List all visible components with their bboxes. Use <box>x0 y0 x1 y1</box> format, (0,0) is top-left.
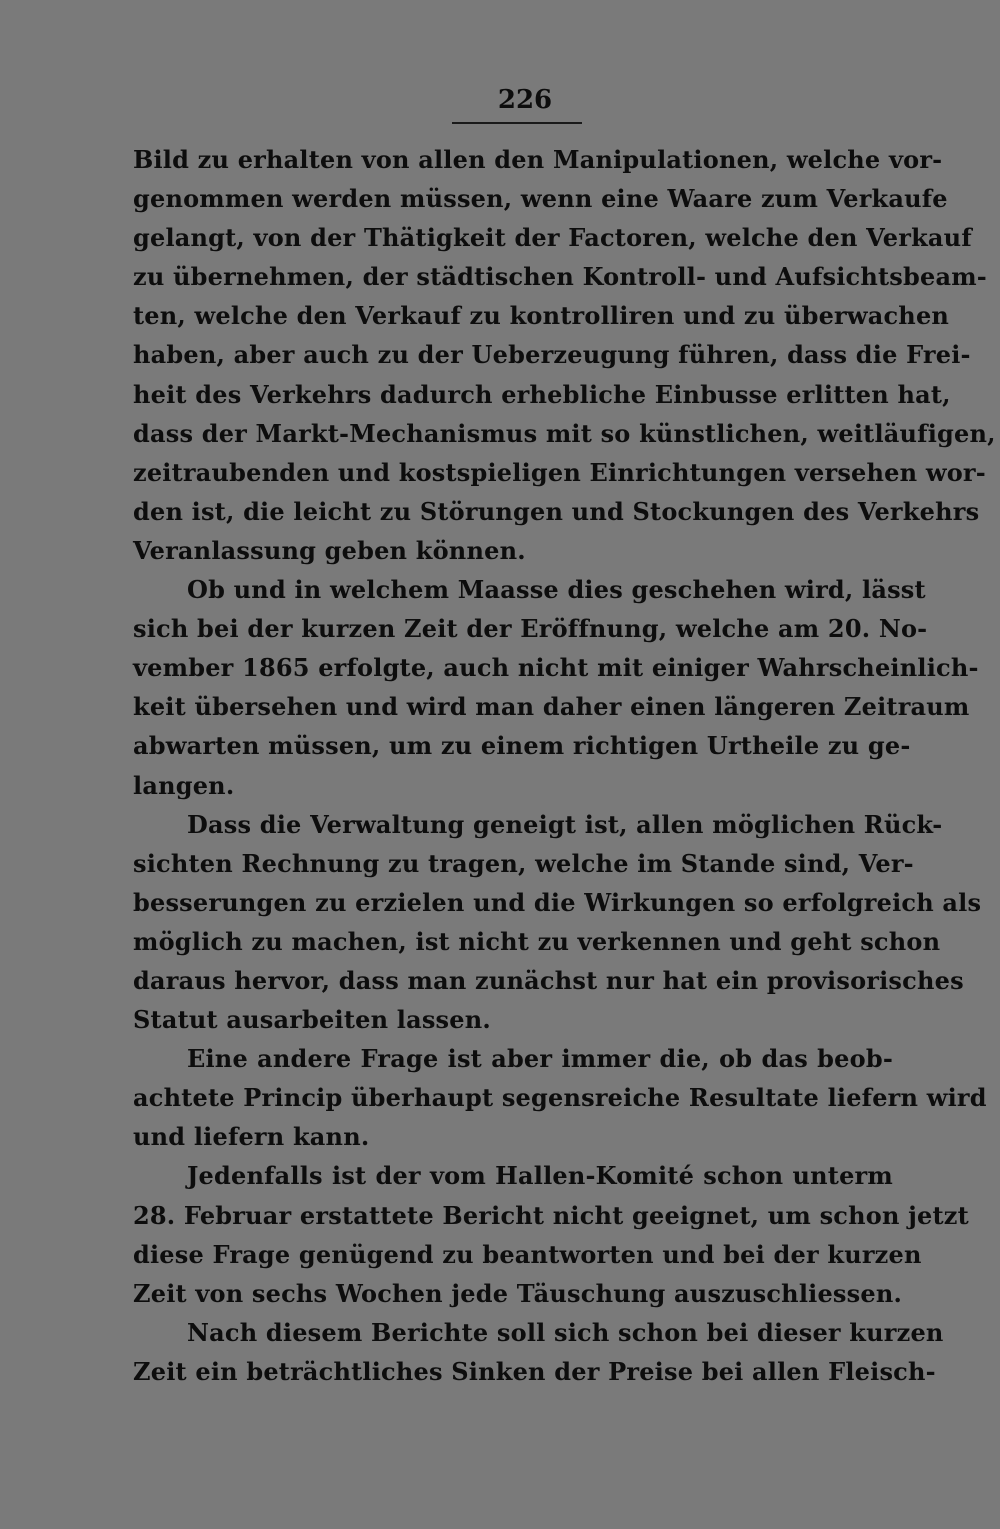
paragraph <box>133 805 982 1040</box>
text-line: Eine andere Frage ist aber immer die, ob das beob- <box>187 1044 893 1074</box>
body-text <box>133 140 996 1391</box>
text-line: abwarten müssen, um zu einem richtigen Urtheile zu ge- <box>133 731 911 761</box>
text-line: achtete Princip überhaupt segensreiche Resultate liefern wird <box>133 1083 987 1113</box>
text-line: sich bei der kurzen Zeit der Eröffnung, welche am 20. No- <box>133 614 928 644</box>
text-line: haben, aber auch zu der Ueberzeugung führen, dass die Frei- <box>133 340 971 370</box>
text-line: Jedenfalls ist der vom Hallen-Komité schon unterm <box>187 1161 893 1191</box>
text-line: Zeit ein beträchtliches Sinken der Preise bei allen Fleisch- <box>133 1356 936 1386</box>
text-line: möglich zu machen, ist nicht zu verkennen und geht schon <box>133 926 941 956</box>
text-line: Ob und in welchem Maasse dies geschehen wird, lässt <box>187 575 926 605</box>
paragraph <box>133 570 979 805</box>
text-line: Dass die Verwaltung geneigt ist, allen möglichen Rück- <box>187 809 943 839</box>
text-line: diese Frage genügend zu beantworten und bei der kurzen <box>133 1239 922 1269</box>
text-line: vember 1865 erfolgte, auch nicht mit einiger Wahrscheinlich- <box>133 653 979 683</box>
text-line: zeitraubenden und kostspieligen Einrichtungen versehen wor- <box>133 457 986 487</box>
text-line: Nach diesem Berichte soll sich schon bei dieser kurzen <box>187 1317 944 1347</box>
text-line: heit des Verkehrs dadurch erhebliche Einbusse erlitten hat, <box>133 379 951 409</box>
text-line: keit übersehen und wird man daher einen längeren Zeitraum <box>133 692 970 722</box>
paragraph <box>133 1156 969 1312</box>
page-number: 226 <box>497 85 553 115</box>
text-line: sichten Rechnung zu tragen, welche im Stande sind, Ver- <box>133 848 914 878</box>
text-line: 28. Februar erstattete Bericht nicht geeignet, um schon jetzt <box>133 1200 969 1230</box>
paragraph <box>133 1313 944 1391</box>
text-line: und liefern kann. <box>133 1122 370 1152</box>
text-line: Statut ausarbeiten lassen. <box>133 1005 491 1035</box>
text-line: zu übernehmen, der städtischen Kontroll- und Aufsichtsbeam- <box>133 262 987 292</box>
paragraph <box>133 1039 987 1156</box>
text-line: den ist, die leicht zu Störungen und Stockungen des Verkehrs <box>133 496 980 526</box>
text-line: Bild zu erhalten von allen den Manipulationen, welche vor- <box>133 145 943 174</box>
text-line: daraus hervor, dass man zunächst nur hat ein provisorisches <box>133 965 964 995</box>
paragraph <box>133 140 996 570</box>
text-line: besserungen zu erzielen und die Wirkungen so erfolgreich als <box>133 887 982 917</box>
text-line: Veranlassung geben können. <box>133 535 526 565</box>
text-line: genommen werden müssen, wenn eine Waare zum Verkaufe <box>133 184 948 214</box>
text-line: Zeit von sechs Wochen jede Täuschung auszuschliessen. <box>133 1278 903 1308</box>
page-number-rule <box>452 122 582 124</box>
text-line: langen. <box>133 770 235 800</box>
text-line: ten, welche den Verkauf zu kontrolliren und zu überwachen <box>133 301 950 331</box>
text-line: gelangt, von der Thätigkeit der Factoren, welche den Verkauf <box>133 223 972 253</box>
text-line: dass der Markt-Mechanismus mit so künstlichen, weitläufigen, <box>133 418 996 448</box>
